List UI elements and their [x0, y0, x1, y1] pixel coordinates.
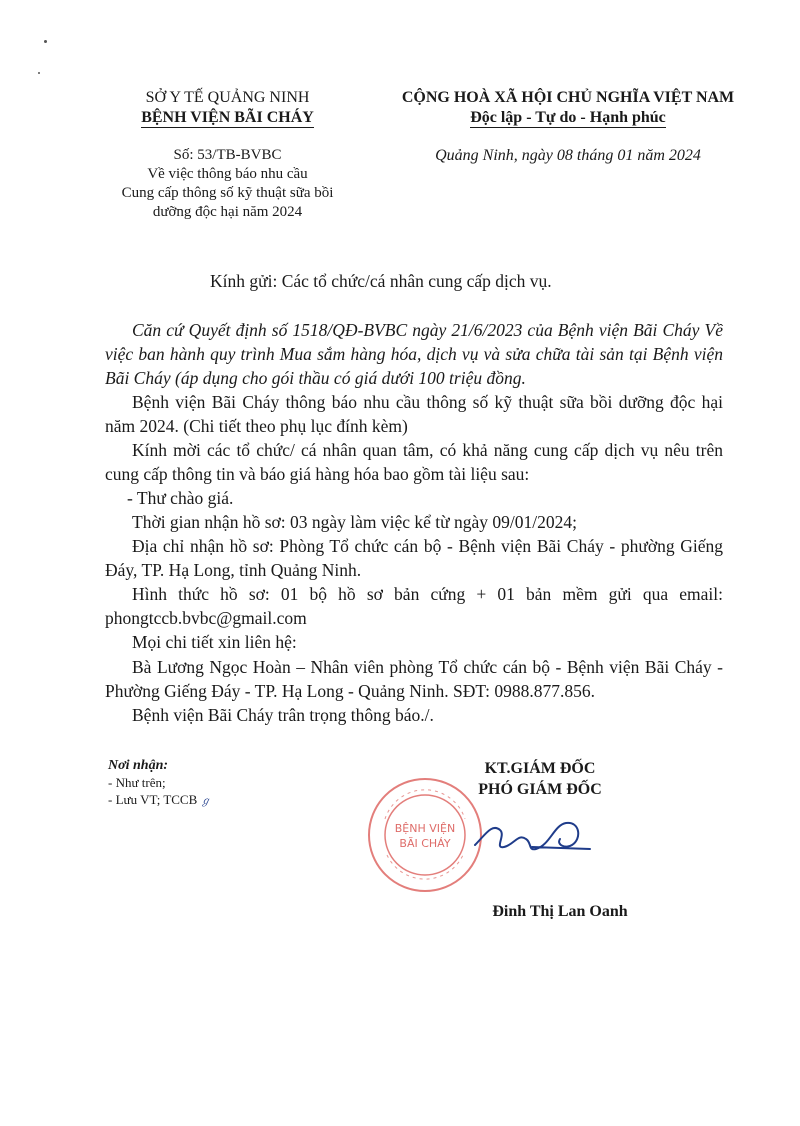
scan-speck [44, 40, 47, 43]
invitation-paragraph: Kính mời các tổ chức/ cá nhân quan tâm, có khả năng cung cấp dịch vụ nêu trên cung cấp thông tin và báo giá hàng hóa bao gồm tài liệu sau: [105, 440, 723, 484]
contact-heading: Mọi chi tiết xin liên hệ: [132, 632, 297, 652]
receiver-item [108, 791, 211, 810]
subject-line: Về việc thông báo nhu cầu [147, 166, 308, 182]
receiver-item-text: - Lưu VT; TCCB [108, 792, 198, 807]
issuer-block [95, 88, 360, 222]
receivers-block [108, 757, 211, 810]
country-name: CỘNG HOÀ XÃ HỘI CHỦ NGHĨA VIỆT NAM [401, 89, 735, 106]
national-heading [358, 88, 778, 165]
stamp-text-line1: BỆNH VIỆN [394, 822, 456, 835]
closing-paragraph: Bệnh viện Bãi Cháy trân trọng thông báo./. [132, 705, 434, 725]
hospital-name-text: BỆNH VIỆN BÃI CHÁY [141, 109, 314, 126]
sign-title-line: KT.GIÁM ĐỐC [484, 760, 596, 777]
signer-name: Đinh Thị Lan Oanh [492, 903, 628, 920]
document-number: Số: 53/TB-BVBC [173, 147, 282, 163]
document-item: - Thư chào giá. [127, 488, 234, 508]
initials-mark: ℊ [200, 796, 211, 807]
hospital-name [95, 108, 360, 128]
motto-text: Độc lập - Tự do - Hạnh phúc [470, 109, 666, 126]
salutation: Kính gửi: Các tổ chức/cá nhân cung cấp dịch vụ. [210, 271, 552, 291]
subject-line: Cung cấp thông số kỹ thuật sữa bồi [121, 185, 334, 201]
scan-speck [38, 72, 40, 74]
place-date: Quảng Ninh, ngày 08 tháng 01 năm 2024 [435, 147, 701, 164]
legal-basis-paragraph: Căn cứ Quyết định số 1518/QĐ-BVBC ngày 21/6/2023 của Bệnh viện Bãi Cháy Về việc ban hành quy trình Mua sắm hàng hóa, dịch vụ và sửa chữa tài sản tại Bệnh viện Bãi Cháy (áp dụng cho gói thầu có giá dưới 100 triệu đồng. [105, 320, 723, 388]
official-stamp [365, 775, 485, 895]
handwritten-signature [470, 805, 600, 865]
contact-paragraph: Bà Lương Ngọc Hoàn – Nhân viên phòng Tổ chức cán bộ - Bệnh viện Bãi Cháy - Phường Giếng Đáy - TP. Hạ Long - Quảng Ninh. SĐT: 0988.877.856. [105, 657, 723, 701]
deadline-paragraph: Thời gian nhận hồ sơ: 03 ngày làm việc kể từ ngày 09/01/2024; [132, 512, 578, 532]
receiver-item: - Như trên; [108, 775, 166, 790]
agency-name: SỞ Y TẾ QUẢNG NINH [145, 89, 310, 106]
receivers-title: Nơi nhận: [108, 758, 169, 773]
notice-paragraph: Bệnh viện Bãi Cháy thông báo nhu cầu thông số kỹ thuật sữa bồi dưỡng độc hại năm 2024. (Chi tiết theo phụ lục đính kèm) [105, 392, 723, 436]
stamp-text-line2: BÃI CHÁY [399, 837, 451, 850]
format-paragraph: Hình thức hồ sơ: 01 bộ hồ sơ bản cứng + 01 bản mềm gửi qua email: phongtccb.bvbc@gmail.com [105, 584, 723, 628]
address-paragraph: Địa chỉ nhận hồ sơ: Phòng Tổ chức cán bộ - Bệnh viện Bãi Cháy - phường Giếng Đáy, TP. Hạ Long, tỉnh Quảng Ninh. [105, 536, 723, 580]
subject-line: dưỡng độc hại năm 2024 [152, 204, 303, 220]
sign-title-line: PHÓ GIÁM ĐỐC [478, 781, 602, 798]
motto [358, 108, 778, 128]
